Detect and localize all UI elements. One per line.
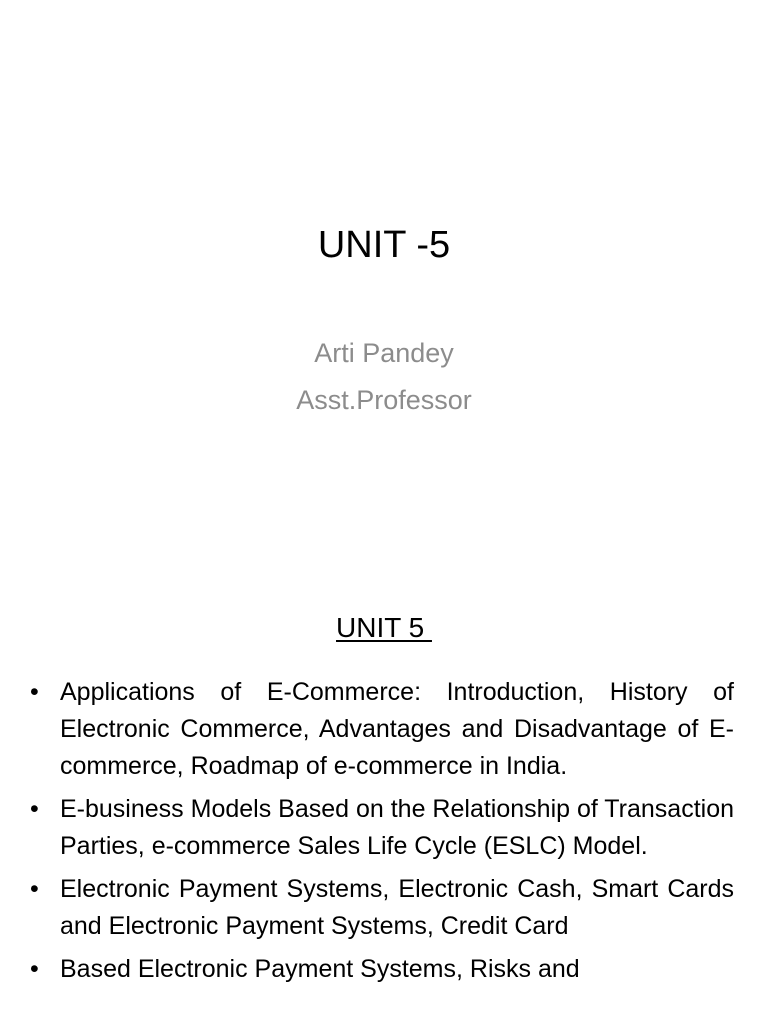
- bullet-dot-icon: •: [30, 875, 39, 903]
- bullet-text: E-business Models Based on the Relationship of Transaction Parties, e-commerce Sales Life Cycle (ESLC) Model.: [60, 795, 734, 860]
- bullet-dot-icon: •: [30, 795, 39, 823]
- bullet-item: [30, 951, 734, 988]
- bullet-item: [30, 674, 734, 785]
- bullet-item: [30, 791, 734, 865]
- bullet-text: Applications of E-Commerce: Introduction, History of Electronic Commerce, Advantages and Disadvantage of E-commerce, Roadmap of e-commerce in India.: [60, 678, 734, 780]
- slide-title: UNIT -5: [317, 224, 451, 266]
- bullet-item: [30, 871, 734, 945]
- bullet-text: Electronic Payment Systems, Electronic Cash, Smart Cards and Electronic Payment Systems, Credit Card: [60, 875, 734, 940]
- bullet-dot-icon: •: [30, 955, 39, 983]
- author-name: Arti Pandey: [314, 338, 454, 368]
- bullet-text: Based Electronic Payment Systems, Risks and: [60, 955, 580, 983]
- author-role: Asst.Professor: [296, 385, 472, 415]
- bullet-dot-icon: •: [30, 678, 39, 706]
- bullet-list: [30, 674, 734, 994]
- content-title: UNIT 5: [336, 612, 432, 643]
- content-slide: [0, 576, 768, 1024]
